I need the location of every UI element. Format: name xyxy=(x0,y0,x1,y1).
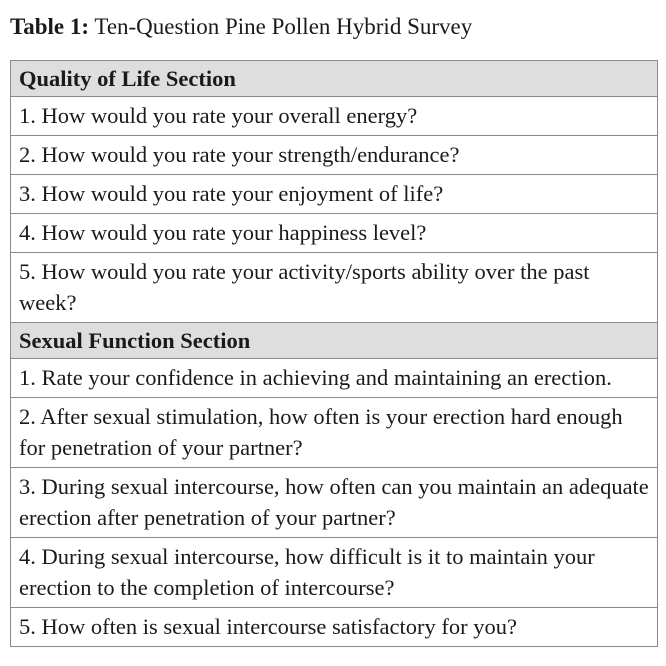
table-caption-title: Ten-Question Pine Pollen Hybrid Survey xyxy=(94,14,473,39)
question-cell: 2. After sexual stimulation, how often is your erection hard enough for penetration of your partner? xyxy=(11,398,658,468)
question-cell: 5. How often is sexual intercourse satisfactory for you? xyxy=(11,608,658,647)
question-cell: 4. How would you rate your happiness level? xyxy=(11,214,658,253)
question-cell: 2. How would you rate your strength/endurance? xyxy=(11,136,658,175)
question-row xyxy=(11,468,658,538)
question-cell: 3. During sexual intercourse, how often can you maintain an adequate erection after penetration of your partner? xyxy=(11,468,658,538)
question-cell: 5. How would you rate your activity/sports ability over the past week? xyxy=(11,253,658,323)
section-header-row xyxy=(11,61,658,97)
table-caption xyxy=(10,12,472,42)
question-cell: 1. How would you rate your overall energy? xyxy=(11,97,658,136)
table-caption-label: Table 1: xyxy=(10,14,90,39)
question-row xyxy=(11,359,658,398)
question-row xyxy=(11,608,658,647)
section-heading-quality-of-life: Quality of Life Section xyxy=(11,61,658,97)
question-row xyxy=(11,253,658,323)
question-row xyxy=(11,175,658,214)
question-cell: 1. Rate your confidence in achieving and maintaining an erection. xyxy=(11,359,658,398)
section-header-row xyxy=(11,323,658,359)
question-row xyxy=(11,136,658,175)
question-row xyxy=(11,97,658,136)
question-cell: 3. How would you rate your enjoyment of life? xyxy=(11,175,658,214)
question-cell: 4. During sexual intercourse, how difficult is it to maintain your erection to the completion of intercourse? xyxy=(11,538,658,608)
survey-table xyxy=(10,60,658,647)
section-heading-sexual-function: Sexual Function Section xyxy=(11,323,658,359)
question-row xyxy=(11,538,658,608)
question-row xyxy=(11,214,658,253)
question-row xyxy=(11,398,658,468)
